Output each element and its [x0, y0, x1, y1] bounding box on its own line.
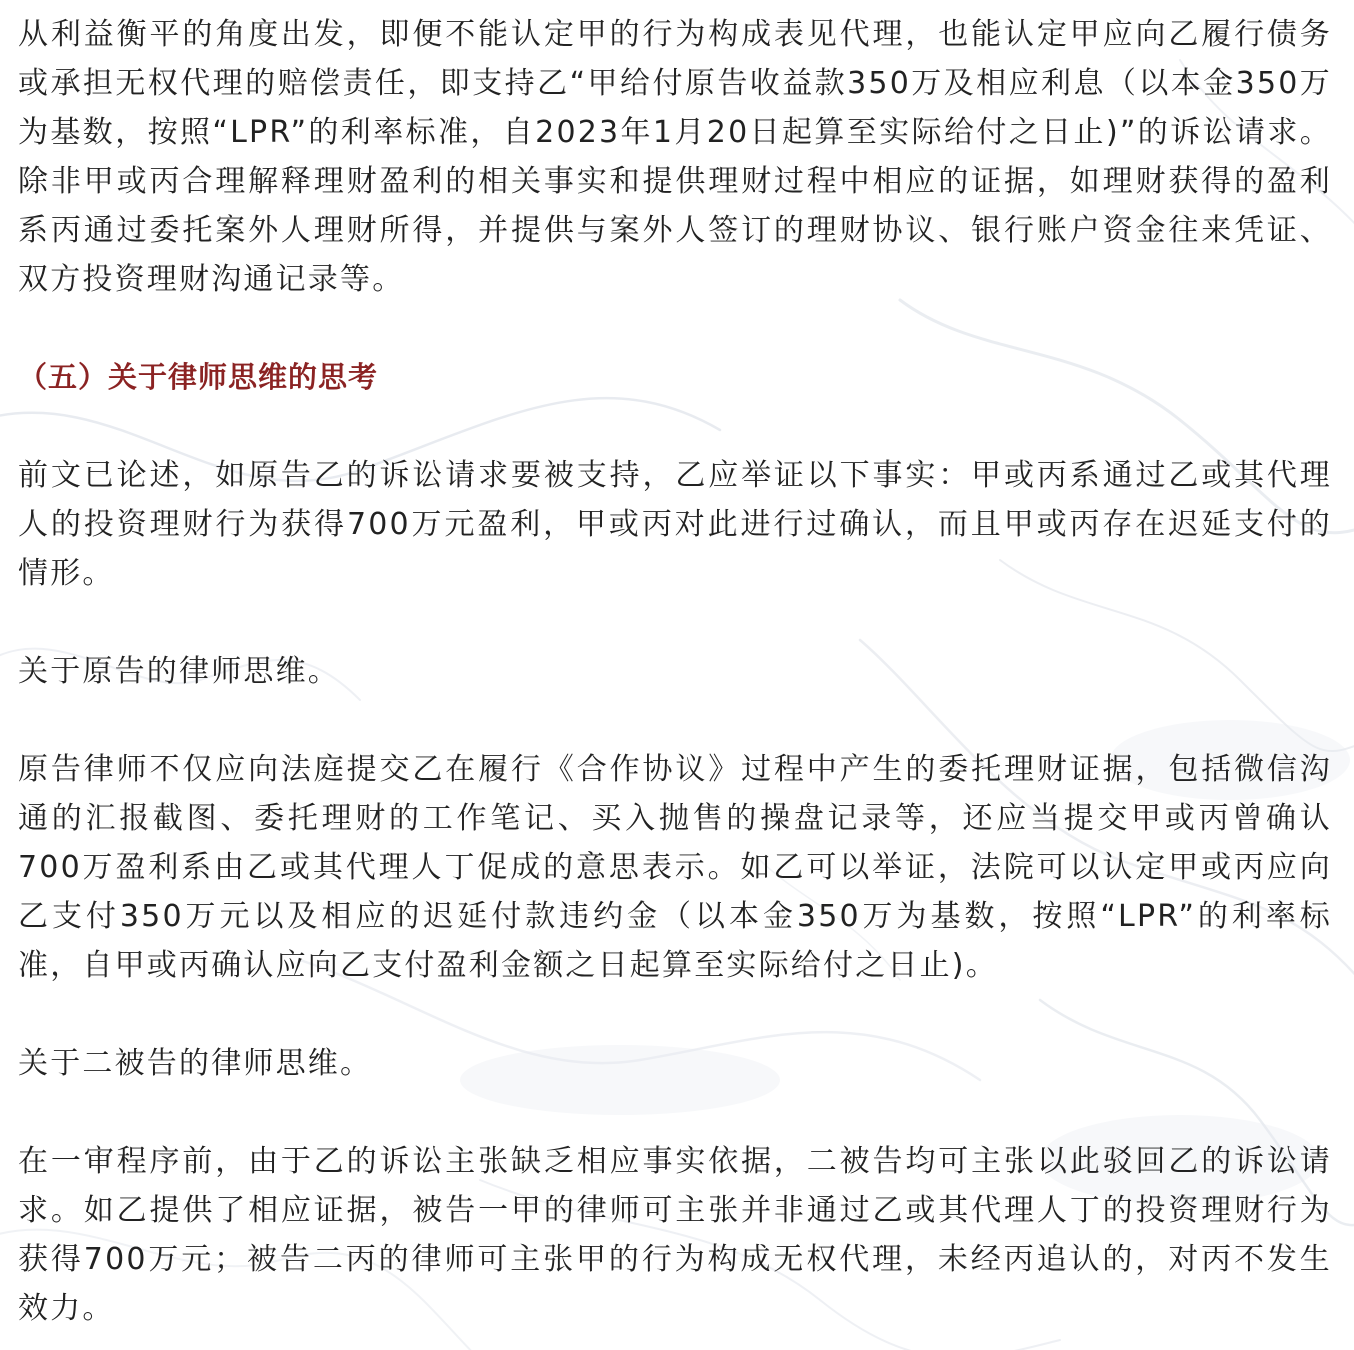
paragraph-spacer [18, 304, 1332, 353]
paragraph-burden-of-proof: 前文已论述，如原告乙的诉讼请求要被支持，乙应举证以下事实：甲或丙系通过乙或其代理人的投资理财行为获得700万元盈利，甲或丙对此进行过确认，而且甲或丙存在迟延支付的情形。 [18, 458, 1332, 591]
paragraph-plaintiff-lawyer: 原告律师不仅应向法庭提交乙在履行《合作协议》过程中产生的委托理财证据，包括微信沟通的汇报截图、委托理财的工作笔记、买入抛售的操盘记录等，还应当提交甲或丙曾确认700万盈利系由乙或其代理人丁促成的意思表示。如乙可以举证，法院可以认定甲或丙应向乙支付350万元以及相应的迟延付款违约金（以本金350万为基数，按照“LPR”的利率标准，自甲或丙确认应向乙支付盈利金额之日起算至实际给付之日止)。 [18, 752, 1332, 983]
paragraph-spacer [18, 402, 1332, 451]
paragraph-spacer [18, 990, 1332, 1039]
paragraph-defendants-lawyer: 在一审程序前，由于乙的诉讼主张缺乏相应事实依据，二被告均可主张以此驳回乙的诉讼请求。如乙提供了相应证据，被告一甲的律师可主张并非通过乙或其代理人丁的投资理财行为获得700万元；被告二丙的律师可主张甲的行为构成无权代理，未经丙追认的，对丙不发生效力。 [18, 1144, 1332, 1326]
paragraph-defendants-subheading: 关于二被告的律师思维。 [18, 1046, 373, 1081]
section-heading: （五）关于律师思维的思考 [18, 360, 379, 394]
paragraph-interest-balance: 从利益衡平的角度出发，即便不能认定甲的行为构成表见代理，也能认定甲应向乙履行债务或承担无权代理的赔偿责任，即支持乙“甲给付原告收益款350万及相应利息（以本金350万为基数，按照“LPR”的利率标准，自2023年1月20日起算至实际给付之日止)”的诉讼请求。除非甲或丙合理解释理财盈利的相关事实和提供理财过程中相应的证据，如理财获得的盈利系丙通过委托案外人理财所得，并提供与案外人签订的理财协议、银行账户资金往来凭证、双方投资理财沟通记录等。 [18, 17, 1332, 297]
paragraph-spacer [18, 696, 1332, 745]
paragraph-spacer [18, 598, 1332, 647]
paragraph-spacer [18, 1088, 1332, 1137]
paragraph-plaintiff-subheading: 关于原告的律师思维。 [18, 654, 340, 689]
